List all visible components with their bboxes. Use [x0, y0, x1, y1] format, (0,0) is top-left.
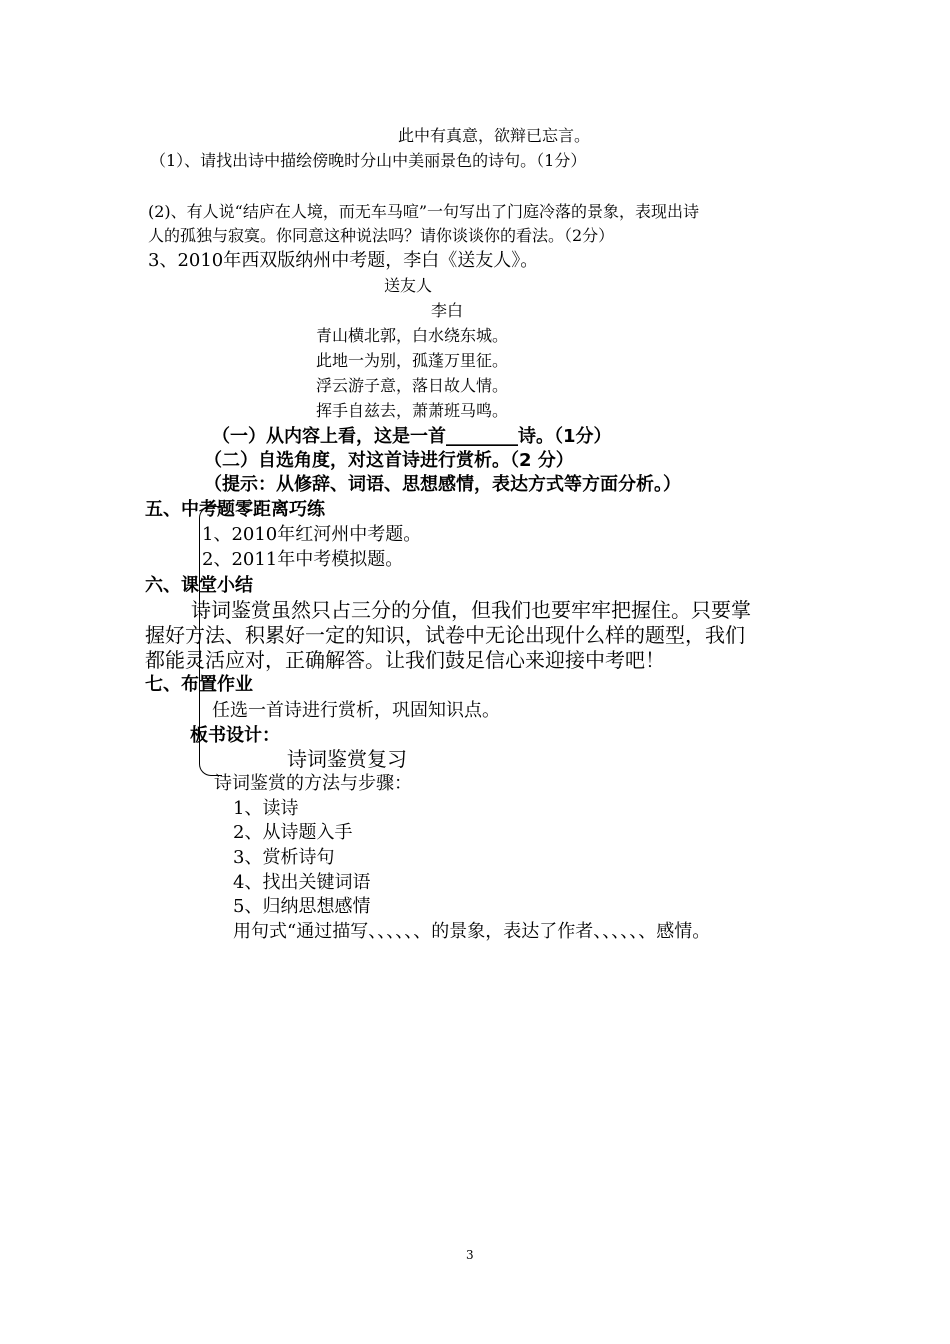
section-5-heading: 五、中考题零距离巧练 [145, 499, 325, 520]
item-3-heading: 3、2010年西双版纳州中考题，李白《送友人》。 [148, 250, 539, 271]
step-item: 5、归纳思想感情 [233, 896, 371, 917]
summary-paragraph: 都能灵活应对，正确解答。让我们鼓足信心来迎接中考吧！ [145, 648, 665, 672]
section-7-heading: 七、布置作业 [145, 674, 253, 695]
sub-question-1: （一）从内容上看，这是一首________诗。（1分） [212, 426, 612, 447]
step-item: 2、从诗题入手 [233, 822, 353, 843]
hint: （提示：从修辞、词语、思想感情，表达方式等方面分析。） [204, 474, 681, 495]
question-1: （1）、请找出诗中描绘傍晚时分山中美丽景色的诗句。（1分） [150, 151, 587, 170]
step-item: 1、读诗 [233, 798, 299, 819]
summary-paragraph: 握好方法、积累好一定的知识，试卷中无论出现什么样的题型，我们 [145, 623, 745, 647]
board-subtitle: 诗词鉴赏的方法与步骤： [214, 773, 412, 794]
question-2: (2)、有人说“结庐在人境，而无车马喧”一句写出了门庭冷落的景象，表现出诗 [148, 202, 700, 221]
poem-author: 李白 [431, 301, 464, 320]
board-title: 诗词鉴赏复习 [287, 747, 407, 771]
list-item: 2、2011年中考模拟题。 [202, 549, 404, 570]
step-item: 4、找出关键词语 [233, 872, 371, 893]
blackboard-design-label: 板书设计： [190, 725, 280, 746]
poem-line: 挥手自兹去，萧萧班马鸣。 [316, 401, 509, 420]
step-item: 3、赏析诗句 [233, 847, 335, 868]
poem-line: 浮云游子意，落日故人情。 [316, 376, 509, 395]
sub-question-2: （二）自选角度，对这首诗进行赏析。（2 分） [204, 450, 574, 471]
sentence-pattern: 用句式“通过描写、、、、、、的景象，表达了作者、、、、、、感情。 [233, 921, 711, 942]
page-number: 3 [466, 1248, 474, 1262]
poem-line: 此中有真意，欲辩已忘言。 [398, 126, 591, 145]
poem-line: 青山横北郭，白水绕东城。 [316, 326, 509, 345]
poem-title: 送友人 [384, 276, 433, 295]
question-2-cont: 人的孤独与寂寞。你同意这种说法吗？请你谈谈你的看法。（2分） [148, 226, 615, 245]
section-6-heading: 六、课堂小结 [145, 575, 253, 596]
homework-text: 任选一首诗进行赏析，巩固知识点。 [212, 700, 500, 721]
bracket-shape [199, 506, 222, 776]
poem-line: 此地一为别，孤蓬万里征。 [316, 351, 509, 370]
list-item: 1、2010年红河州中考题。 [202, 524, 422, 545]
summary-paragraph: 诗词鉴赏虽然只占三分的分值，但我们也要牢牢把握住。只要掌 [191, 598, 751, 622]
